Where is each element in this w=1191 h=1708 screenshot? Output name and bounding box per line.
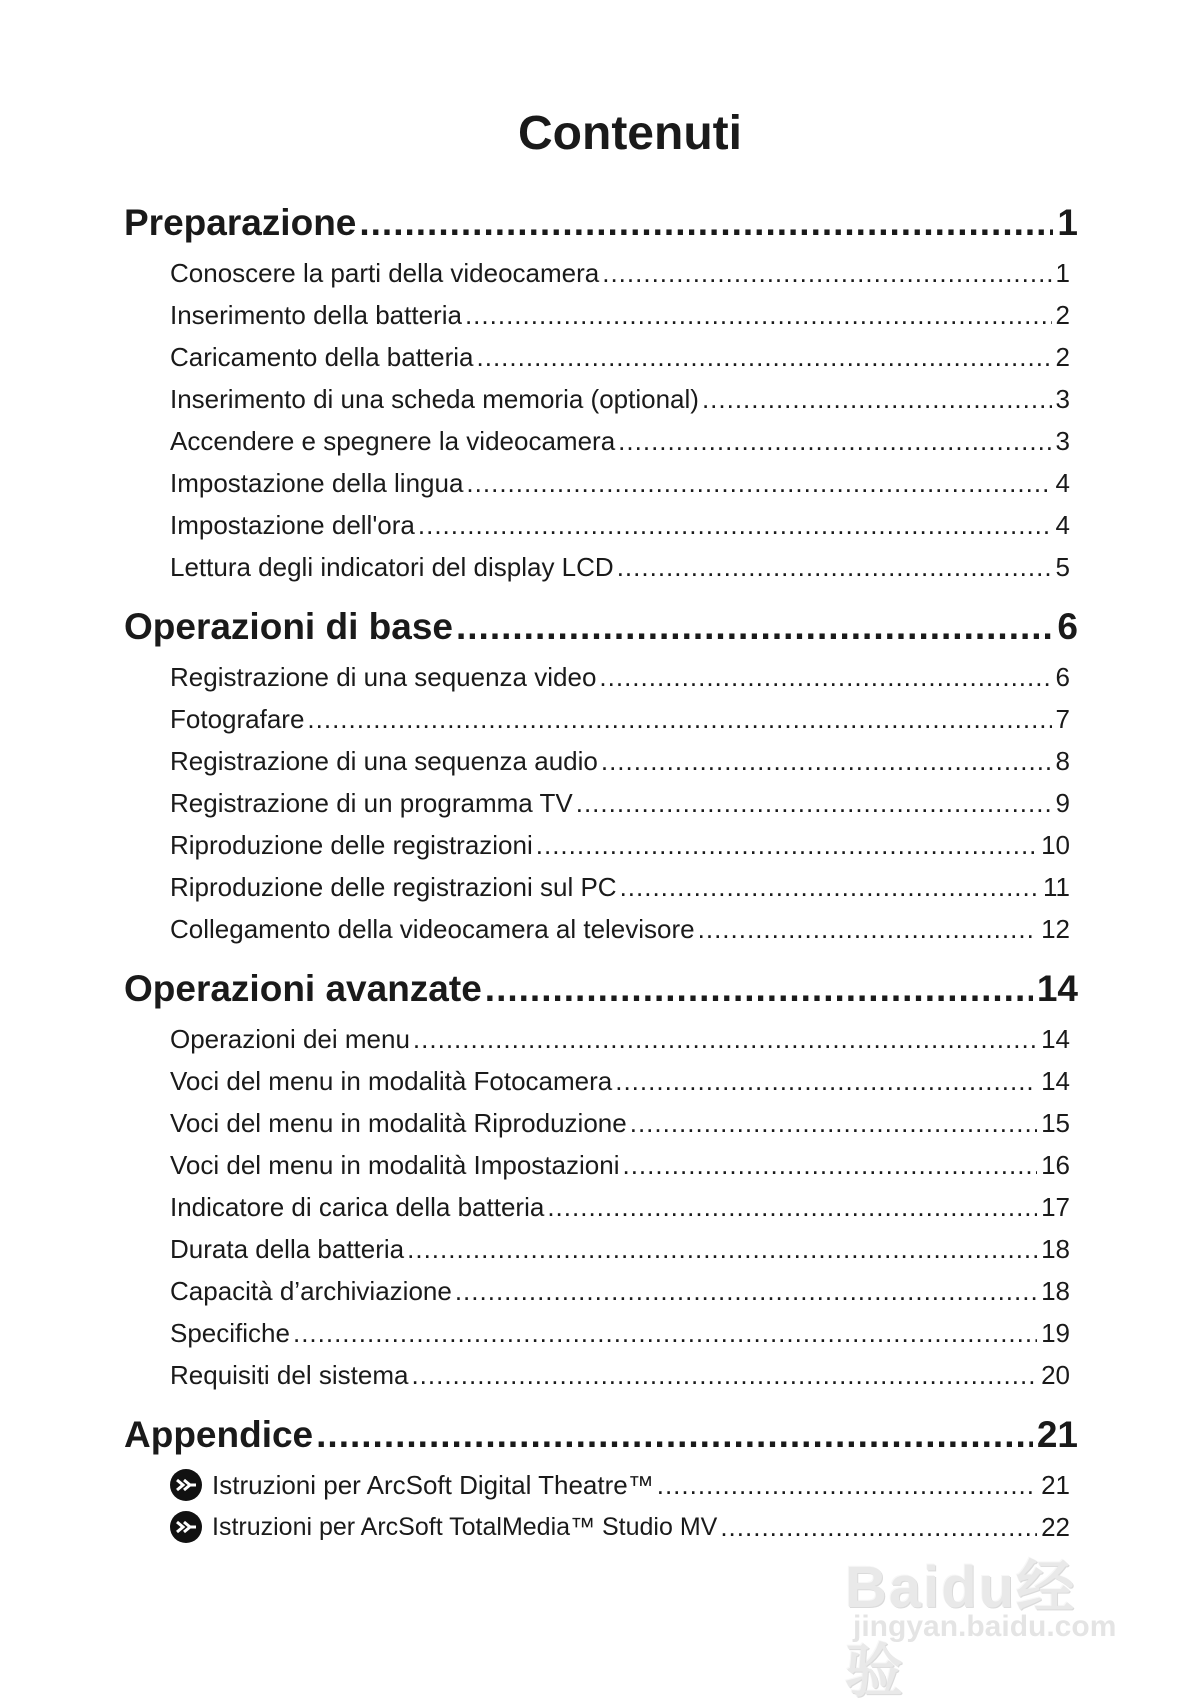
item-label: Accendere e spegnere la videocamera <box>170 426 616 456</box>
toc-section-preparazione[interactable] <box>124 200 1078 246</box>
item-label: Capacità d’archiviazione <box>170 1276 452 1306</box>
section-page: 6 <box>1057 606 1078 647</box>
page-title: Contenuti <box>518 107 742 160</box>
dot-leader <box>630 1106 1037 1140</box>
item-page: 8 <box>1055 746 1070 776</box>
item-page: 3 <box>1055 426 1070 456</box>
item-page: 7 <box>1055 704 1070 734</box>
item-label: Caricamento della batteria <box>170 342 474 372</box>
dot-leader <box>485 966 1033 1012</box>
dot-leader <box>407 1232 1037 1266</box>
item-page: 10 <box>1041 830 1070 860</box>
dot-leader <box>456 604 1053 650</box>
toc-item[interactable] <box>170 1022 1070 1056</box>
item-label: Inserimento della batteria <box>170 300 462 330</box>
toc-item[interactable] <box>170 1468 1070 1502</box>
dot-leader <box>465 298 1052 332</box>
toc-item[interactable] <box>170 1232 1070 1266</box>
toc-item[interactable] <box>170 1190 1070 1224</box>
dot-leader <box>307 702 1051 736</box>
dot-leader <box>618 424 1051 458</box>
item-label: Voci del menu in modalità Riproduzione <box>170 1108 627 1138</box>
dot-leader <box>418 508 1052 542</box>
item-label: Indicatore di carica della batteria <box>170 1192 545 1222</box>
item-page: 12 <box>1041 914 1070 944</box>
toc-item[interactable] <box>170 424 1070 458</box>
item-page: 4 <box>1055 510 1070 540</box>
dot-leader <box>477 340 1052 374</box>
section-label: Operazioni di base <box>124 606 453 647</box>
dot-leader <box>599 660 1051 694</box>
toc-section-operazioni-di-base[interactable] <box>124 604 1078 650</box>
item-label: Voci del menu in modalità Fotocamera <box>170 1066 613 1096</box>
arrow-circle-icon <box>170 1511 202 1543</box>
item-page: 6 <box>1055 662 1070 692</box>
item-page: 16 <box>1041 1150 1070 1180</box>
toc-item[interactable] <box>170 660 1070 694</box>
dot-leader <box>576 786 1052 820</box>
toc-item[interactable] <box>170 912 1070 946</box>
section-page: 21 <box>1036 1414 1078 1455</box>
toc-item[interactable] <box>170 786 1070 820</box>
dot-leader <box>622 1148 1037 1182</box>
item-label: Requisiti del sistema <box>170 1360 409 1390</box>
toc-item[interactable] <box>170 1148 1070 1182</box>
arrow-circle-icon <box>170 1469 202 1501</box>
toc-item[interactable] <box>170 828 1070 862</box>
item-label: Riproduzione delle registrazioni sul PC <box>170 872 617 902</box>
item-page: 15 <box>1041 1108 1070 1138</box>
section-label: Appendice <box>124 1414 314 1455</box>
item-label: Registrazione di un programma TV <box>170 788 573 818</box>
toc-item[interactable] <box>170 1510 1070 1544</box>
toc-section-appendice[interactable] <box>124 1412 1078 1458</box>
dot-leader <box>547 1190 1037 1224</box>
toc-item[interactable] <box>170 1106 1070 1140</box>
item-page: 14 <box>1041 1066 1070 1096</box>
dot-leader <box>602 256 1051 290</box>
toc-section-operazioni-avanzate[interactable] <box>124 966 1078 1012</box>
toc-item[interactable] <box>170 466 1070 500</box>
item-label: Collegamento della videocamera al televisore <box>170 914 695 944</box>
toc-item[interactable] <box>170 1064 1070 1098</box>
section-label: Operazioni avanzate <box>124 968 482 1009</box>
item-label: Operazioni dei menu <box>170 1024 410 1054</box>
item-page: 11 <box>1043 872 1070 902</box>
toc-item[interactable] <box>170 1274 1070 1308</box>
item-label: Istruzioni per ArcSoft Digital Theatre™ <box>212 1470 654 1500</box>
item-page: 5 <box>1055 552 1070 582</box>
section-label: Preparazione <box>124 202 357 243</box>
item-page: 3 <box>1055 384 1070 414</box>
item-page: 17 <box>1041 1192 1070 1222</box>
toc-item[interactable] <box>170 382 1070 416</box>
toc-item[interactable] <box>170 550 1070 584</box>
dot-leader <box>657 1468 1037 1502</box>
item-page: 18 <box>1041 1234 1070 1264</box>
toc-item[interactable] <box>170 702 1070 736</box>
item-page: 18 <box>1041 1276 1070 1306</box>
section-page: 1 <box>1057 202 1078 243</box>
item-label: Impostazione dell'ora <box>170 510 415 540</box>
toc-item[interactable] <box>170 870 1070 904</box>
item-page: 2 <box>1055 342 1070 372</box>
dot-leader <box>316 1412 1033 1458</box>
item-label: Lettura degli indicatori del display LCD <box>170 552 614 582</box>
item-page: 4 <box>1055 468 1070 498</box>
item-label: Durata della batteria <box>170 1234 405 1264</box>
toc-item[interactable] <box>170 256 1070 290</box>
baidu-watermark <box>845 1540 1135 1704</box>
toc-item[interactable] <box>170 1358 1070 1392</box>
dot-leader <box>359 200 1053 246</box>
dot-leader <box>536 828 1037 862</box>
toc-item[interactable] <box>170 340 1070 374</box>
dot-leader <box>413 1022 1037 1056</box>
item-page: 22 <box>1041 1512 1070 1542</box>
item-label: Registrazione di una sequenza audio <box>170 746 598 776</box>
dot-leader <box>698 912 1037 946</box>
item-label: Inserimento di una scheda memoria (optional) <box>170 384 699 414</box>
dot-leader <box>601 744 1052 778</box>
toc-item[interactable] <box>170 298 1070 332</box>
toc-item[interactable] <box>170 744 1070 778</box>
dot-leader <box>466 466 1051 500</box>
item-page: 9 <box>1055 788 1070 818</box>
item-page: 1 <box>1055 258 1070 288</box>
item-page: 2 <box>1055 300 1070 330</box>
item-label: Specifiche <box>170 1318 290 1348</box>
item-page: 21 <box>1041 1470 1070 1500</box>
dot-leader <box>411 1358 1037 1392</box>
dot-leader <box>617 550 1052 584</box>
item-label: Registrazione di una sequenza video <box>170 662 597 692</box>
toc-item[interactable] <box>170 1316 1070 1350</box>
item-label: Impostazione della lingua <box>170 468 464 498</box>
item-label: Istruzioni per ArcSoft TotalMedia™ Studio MV <box>212 1513 718 1541</box>
item-page: 19 <box>1041 1318 1070 1348</box>
item-label: Voci del menu in modalità Impostazioni <box>170 1150 620 1180</box>
item-page: 20 <box>1041 1360 1070 1390</box>
dot-leader <box>702 382 1052 416</box>
dot-leader <box>293 1316 1037 1350</box>
dot-leader <box>615 1064 1037 1098</box>
item-page: 14 <box>1041 1024 1070 1054</box>
dot-leader <box>455 1274 1037 1308</box>
section-page: 14 <box>1036 968 1078 1009</box>
watermark-logo: Baidu经验 <box>845 1555 1077 1704</box>
dot-leader <box>720 1510 1037 1544</box>
watermark-url: jingyan.baidu.com <box>853 1610 1117 1643</box>
dot-leader <box>620 870 1039 904</box>
item-label: Conoscere la parti della videocamera <box>170 258 600 288</box>
item-label: Fotografare <box>170 704 305 734</box>
item-label: Riproduzione delle registrazioni <box>170 830 533 860</box>
toc-item[interactable] <box>170 508 1070 542</box>
